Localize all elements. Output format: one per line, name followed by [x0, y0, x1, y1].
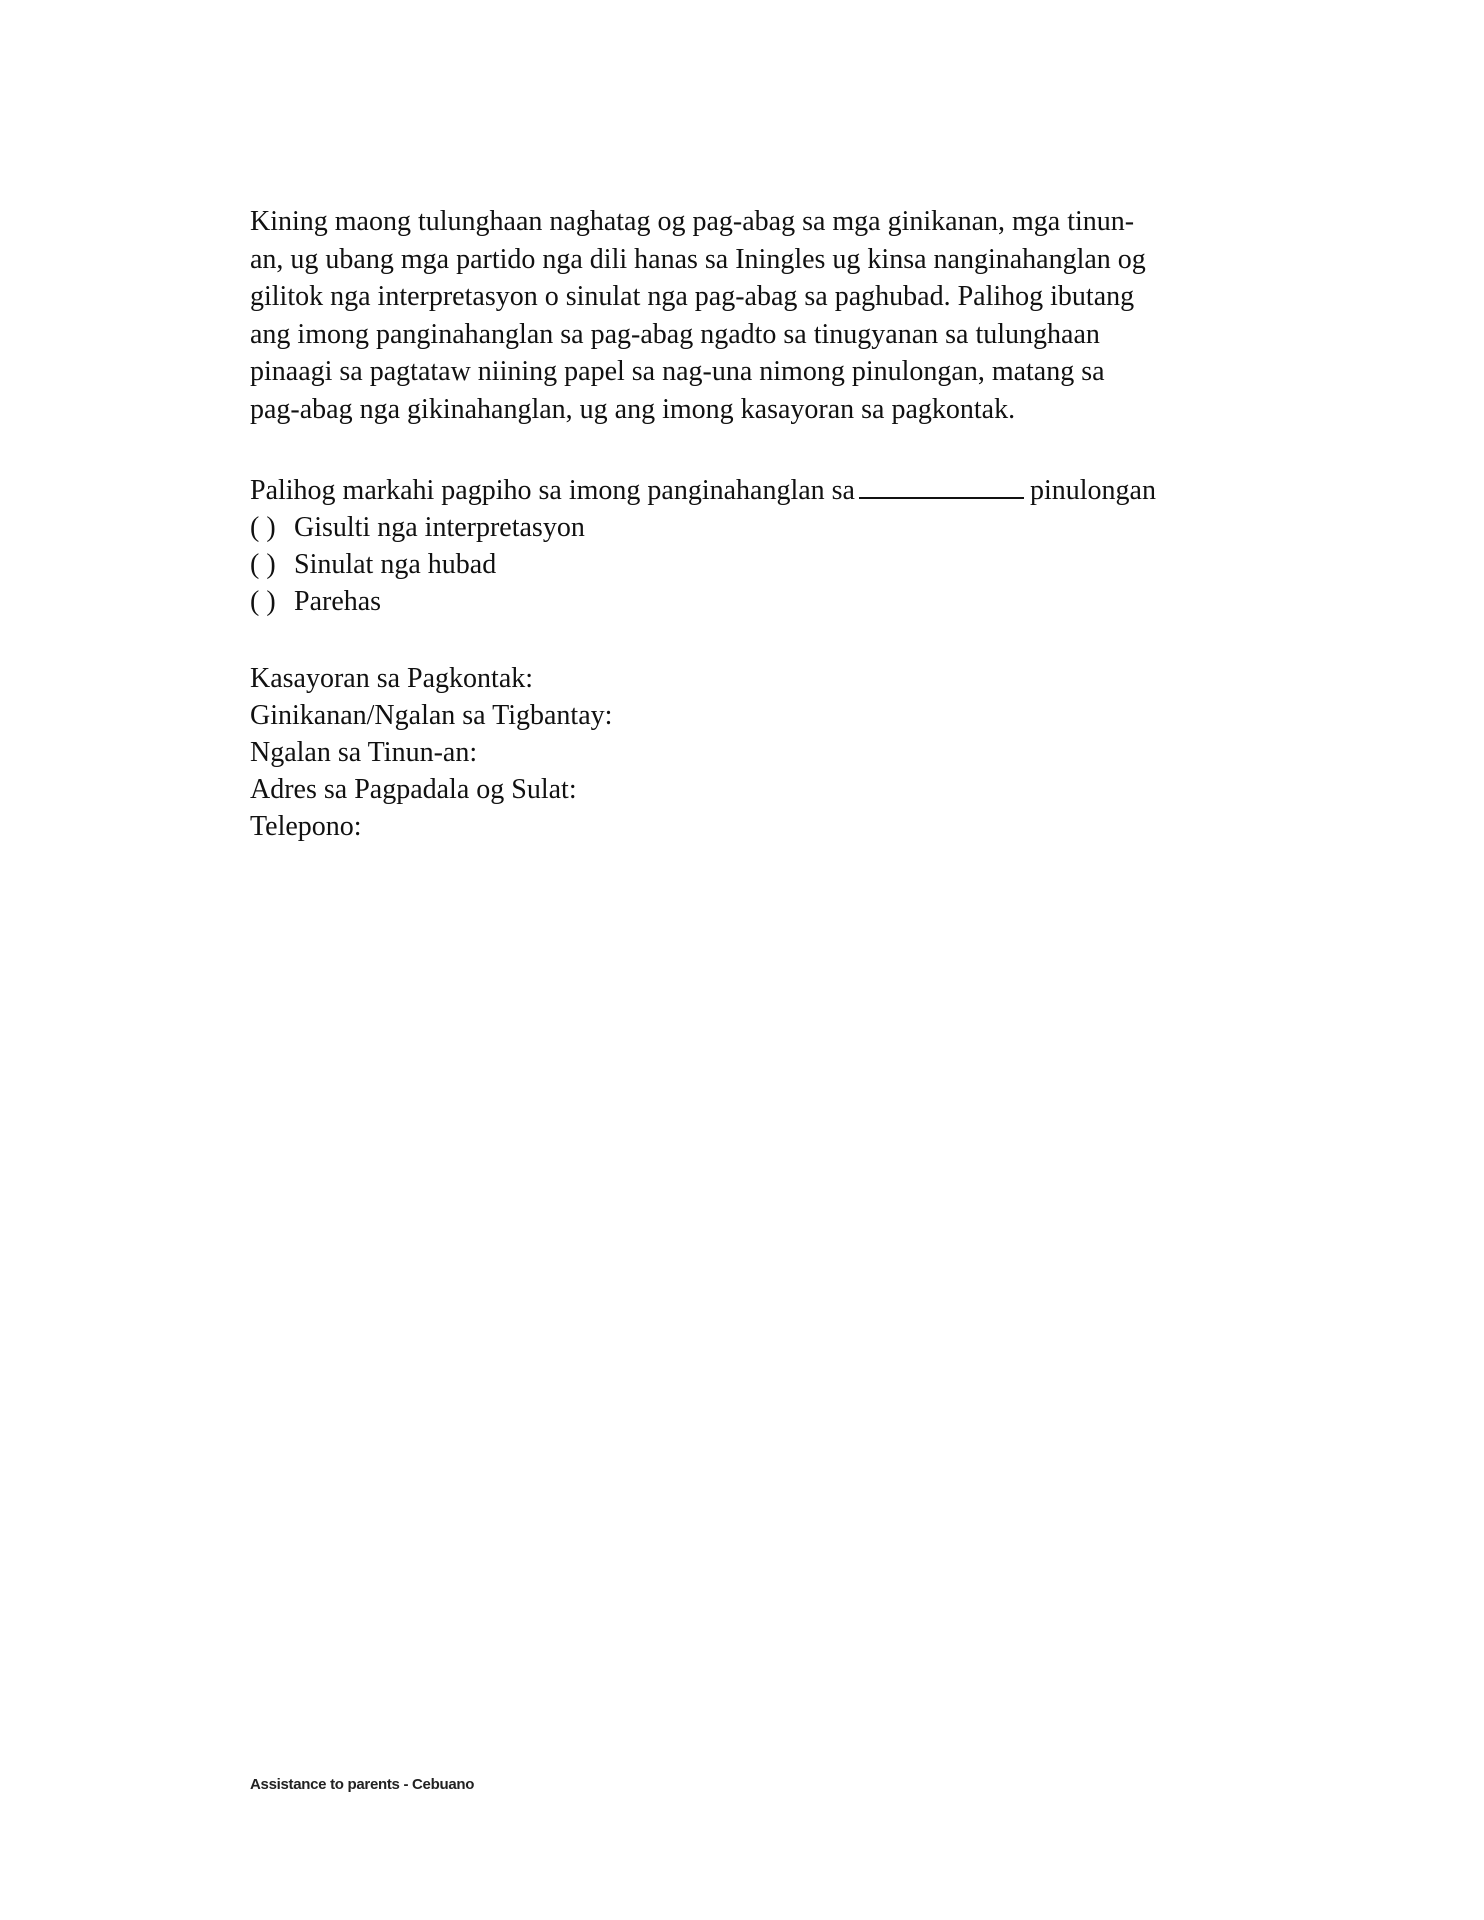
- page-footer: Assistance to parents - Cebuano: [250, 1776, 475, 1793]
- language-request-suffix: pinulongan: [1029, 475, 1156, 506]
- option-label: Parehas: [294, 586, 382, 617]
- language-request-section: [250, 472, 1260, 620]
- option-checkbox[interactable]: ( ): [250, 512, 276, 543]
- mailing-address-label: Adres sa Pagpadala og Sulat:: [250, 774, 577, 805]
- contact-heading: Kasayoran sa Pagkontak:: [250, 663, 534, 694]
- option-label: Sinulat nga hubad: [294, 549, 497, 580]
- parent-name-label: Ginikanan/Ngalan sa Tigbantay:: [250, 700, 613, 731]
- language-request-prefix: Palihog markahi pagpiho sa imong panginahanglan sa: [250, 475, 855, 506]
- option-checkbox[interactable]: ( ): [250, 549, 276, 580]
- intro-line: pinaagi sa pagtataw niining papel sa nag-una nimong pinulongan, matang sa: [250, 356, 1105, 387]
- intro-line: an, ug ubang mga partido nga dili hanas sa Iningles ug kinsa nanginahanglan og: [250, 243, 1146, 275]
- contact-info-section: [250, 660, 612, 845]
- intro-paragraph: [250, 203, 1260, 428]
- student-name-label: Ngalan sa Tinun-an:: [250, 737, 478, 768]
- phone-label: Telepono:: [250, 811, 362, 842]
- option-both[interactable]: [250, 583, 1260, 620]
- intro-line: gilitok nga interpretasyon o sinulat nga pag-abag sa paghubad. Palihog ibutang: [250, 281, 1135, 312]
- option-oral-interpretation[interactable]: [250, 509, 1260, 546]
- option-label: Gisulti nga interpretasyon: [294, 512, 585, 543]
- option-written-translation[interactable]: [250, 546, 1260, 583]
- language-blank-field[interactable]: [859, 496, 1024, 499]
- option-checkbox[interactable]: ( ): [250, 586, 276, 617]
- intro-line: ang imong panginahanglan sa pag-abag ngadto sa tinugyanan sa tulunghaan: [250, 318, 1100, 350]
- language-request-line: [250, 472, 1260, 509]
- intro-line: Kining maong tulunghaan naghatag og pag-abag sa mga ginikanan, mga tinun-: [250, 206, 1135, 237]
- intro-line: pag-abag nga gikinahanglan, ug ang imong kasayoran sa pagkontak.: [250, 393, 1016, 425]
